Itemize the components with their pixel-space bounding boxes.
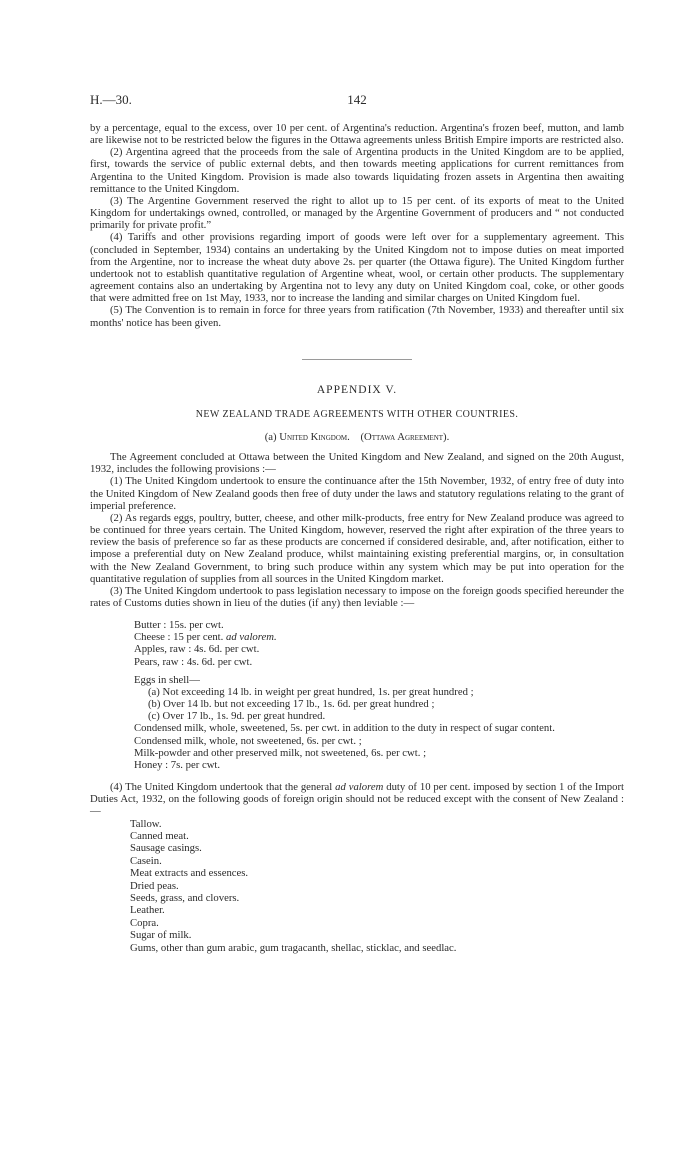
appendix-subtitle: NEW ZEALAND TRADE AGREEMENTS WITH OTHER COUNTRIES.: [195, 408, 519, 420]
duty-apples: Apples, raw : 4s. 6d. per cwt.: [134, 643, 260, 656]
goods-item: Meat extracts and essences.: [130, 867, 249, 880]
document-reference: H.—30.: [90, 92, 132, 107]
section-qualifier: (Ottawa Agreement).: [360, 430, 450, 443]
goods-item: Tallow.: [130, 817, 162, 830]
section-number: (a): [264, 430, 277, 443]
provision-2: (2) As regards eggs, poultry, butter, cheese, and other milk-products, free entry for New Zealand produce was agreed to be continued for three years certain. The United Kingdom, however, reserved the right after expiration of the three years to review the basis of preference so far as these products are concerned if considered desirable, and, after notification, either to impose a preferential duty on New Zealand produce, whilst maintaining existing preferential margins, or, in consultation with the New Zealand Government, to bring such produce within any system which may be put into operation for the quantitative regulation of supplies from all sources in the United Kingdom market.: [90, 511, 624, 585]
goods-item: Dried peas.: [130, 879, 179, 892]
section-name: United Kingdom.: [279, 430, 350, 443]
page-header: [90, 92, 624, 112]
goods-item: Leather.: [130, 904, 165, 917]
duty-condensed-sweetened: Condensed milk, whole, sweetened, 5s. per cwt. in addition to the duty in respect of sugar content.: [134, 722, 555, 735]
section-divider: [302, 359, 412, 360]
goods-item: Casein.: [130, 854, 162, 867]
duty-cheese-rate: Cheese : 15 per cent.: [134, 631, 224, 644]
goods-item: Sugar of milk.: [130, 929, 192, 942]
paragraph-4: (4) Tariffs and other provisions regarding import of goods were left over for a supplementary agreement. This (concluded in September, 1934) contains an undertaking by the United Kingdom not to impose duties on meat imported from the Argentine, nor to increase the wheat duty above 2s. per quarter (the Ottawa figure). The United Kingdom further undertook not to establish quantitative regulation of Argentine wheat, wool, or certain other products. The supplementary agreement contains also an undertaking by Argentina not to levy any duty on United Kingdom coal, coke, or other goods that were admitted free on 1st May, 1933, nor to increase the landing and similar charges on United Kingdom fuel.: [90, 231, 624, 305]
page-body: [90, 122, 624, 954]
duty-eggs-c: (c) Over 17 lb., 1s. 9d. per great hundred.: [148, 710, 326, 723]
provision-4: [90, 781, 624, 817]
goods-item: Gums, other than gum arabic, gum tragacanth, shellac, sticklac, and seedlac.: [130, 941, 457, 954]
appendix-title: APPENDIX V.: [316, 383, 398, 396]
duty-honey: Honey : 7s. per cwt.: [134, 758, 221, 771]
duty-milk-powder: Milk-powder and other preserved milk, not sweetened, 6s. per cwt. ;: [134, 746, 427, 759]
duty-cheese-italic: ad valorem.: [226, 631, 277, 644]
appendix-section-heading: [90, 431, 624, 443]
provision-3: (3) The United Kingdom undertook to pass legislation necessary to impose on the foreign goods specified hereunder the rates of Customs duties shown in lieu of the duties (if any) then leviable :—: [90, 584, 624, 609]
goods-item: Canned meat.: [130, 829, 189, 842]
duty-cheese: [134, 631, 624, 643]
duty-eggs-a: (a) Not exceeding 14 lb. in weight per great hundred, 1s. per great hundred ;: [148, 685, 474, 698]
page-number: 142: [347, 92, 367, 107]
paragraph-3: (3) The Argentine Government reserved the right to allot up to 15 per cent. of its exports of meat to the United Kingdom for undertakings owned, controlled, or managed by the Argentine Government of producers and “ not conducted primarily for private profit.”: [90, 194, 624, 232]
duty-pears: Pears, raw : 4s. 6d. per cwt.: [134, 655, 253, 668]
provision-4-italic: ad valorem: [335, 781, 384, 794]
goods-item: Seeds, grass, and clovers.: [130, 891, 240, 904]
duty-eggs-b: (b) Over 14 lb. but not exceeding 17 lb., 1s. 6d. per great hundred ;: [148, 698, 435, 711]
goods-item: Copra.: [130, 916, 159, 929]
paragraph-5: (5) The Convention is to remain in force for three years from ratification (7th November, 1933) and thereafter until six months' notice has been given.: [90, 304, 624, 329]
provision-4-part2: duty of 10 per cent. imposed by section 1 of the Import Duties Act, 1932, on the following goods of foreign origin should not be reduced except with the consent of New Zealand :—: [90, 781, 625, 818]
duty-condensed-unsweetened: Condensed milk, whole, not sweetened, 6s. per cwt. ;: [134, 734, 362, 747]
duty-butter: Butter : 15s. per cwt.: [134, 619, 224, 632]
goods-list: [130, 818, 624, 954]
duty-eggs-heading: Eggs in shell—: [134, 673, 200, 686]
goods-item: Sausage casings.: [130, 842, 202, 855]
provision-4-part1: (4) The United Kingdom undertook that the general: [110, 781, 333, 794]
duties-list: [134, 619, 624, 771]
paragraph-2: (2) Argentina agreed that the proceeds from the sale of Argentina products in the United Kingdom are to be applied, first, towards the service of public external debts, and then towards meeting applications for current remittances from Argentina to the United Kingdom. Provision is made also towards liquidating frozen assets in Argentina then awaiting remittance to the United Kingdom.: [90, 146, 624, 195]
paragraph-continuation: by a percentage, equal to the excess, over 10 per cent. of Argentina's reduction. Argentina's frozen beef, mutton, and lamb are likewise not to be restricted below the figures in the Ottawa agreements unless British Empire imports are restricted also.: [90, 122, 624, 147]
provision-1: (1) The United Kingdom undertook to ensure the continuance after the 15th November, 1932, of entry free of duty into the United Kingdom of New Zealand goods then free of duty under the laws and statutory regulations relating to the grant of imperial preference.: [90, 475, 624, 512]
agreement-intro: The Agreement concluded at Ottawa between the United Kingdom and New Zealand, and signed on the 20th August, 1932, includes the following provisions :—: [90, 451, 624, 476]
